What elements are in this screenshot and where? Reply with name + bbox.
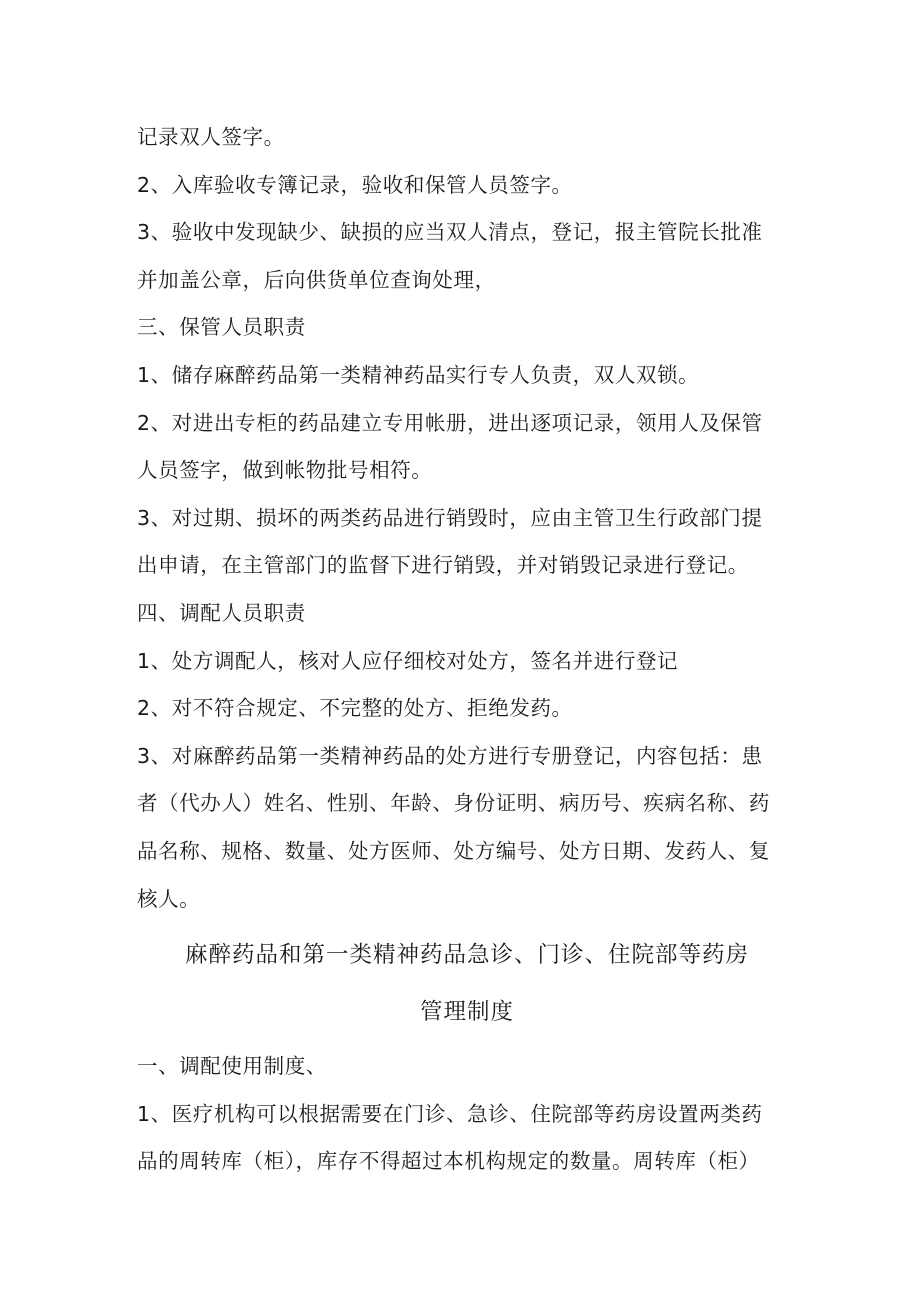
text-line: 并加盖公章，后向供货单位查询处理， [137, 267, 496, 292]
text-line: 1、处方调配人，核对人应仔细校对处方，签名并进行登记 [137, 648, 679, 673]
text-line: 记录双人签字。 [137, 125, 285, 149]
text-line: 者（代办人）姓名、性别、年龄、身份证明、病历号、疾病名称、药 [137, 791, 770, 816]
text-line: 出申请，在主管部门的监督下进行销毁，并对销毁记录进行登记。 [137, 553, 749, 578]
section-heading: 三、保管人员职责 [137, 315, 306, 340]
text-line: 2、入库验收专簿记录，验收和保管人员签字。 [137, 172, 573, 197]
text-line: 品的周转库（柜），库存不得超过本机构规定的数量。周转库（柜） [137, 1149, 760, 1174]
text-line: 1、储存麻醉药品第一类精神药品实行专人负责，双人双锁。 [137, 362, 700, 387]
text-line: 3、验收中发现缺少、缺损的应当双人清点，登记，报主管院长批准 [137, 220, 763, 245]
document-title [137, 927, 797, 1041]
text-line: 人员签字，做到帐物批号相符。 [137, 458, 433, 483]
section-heading: 一、调配使用制度、 [137, 1054, 327, 1079]
text-line: 3、对麻醉药品第一类精神药品的处方进行专册登记，内容包括：患 [137, 743, 763, 768]
text-line: 2、对进出专柜的药品建立专用帐册，进出逐项记录，领用人及保管 [137, 410, 763, 435]
section-after-heading [137, 1043, 797, 1186]
text-line: 1、医疗机构可以根据需要在门诊、急诊、住院部等药房设置两类药 [137, 1101, 763, 1126]
document-body [137, 114, 797, 1186]
text-line: 3、对过期、损坏的两类药品进行销毁时，应由主管卫生行政部门提 [137, 505, 763, 530]
section-heading: 四、调配人员职责 [137, 600, 306, 625]
text-line: 核人。 [137, 886, 201, 911]
document-title-line-1: 麻醉药品和第一类精神药品急诊、门诊、住院部等药房 [184, 942, 749, 969]
document-title-line-2: 管理制度 [419, 999, 514, 1026]
section-before-heading [137, 114, 797, 923]
text-line: 2、对不符合规定、不完整的处方、拒绝发药。 [137, 696, 573, 721]
text-line: 品名称、规格、数量、处方医师、处方编号、处方日期、发药人、复 [137, 838, 770, 863]
